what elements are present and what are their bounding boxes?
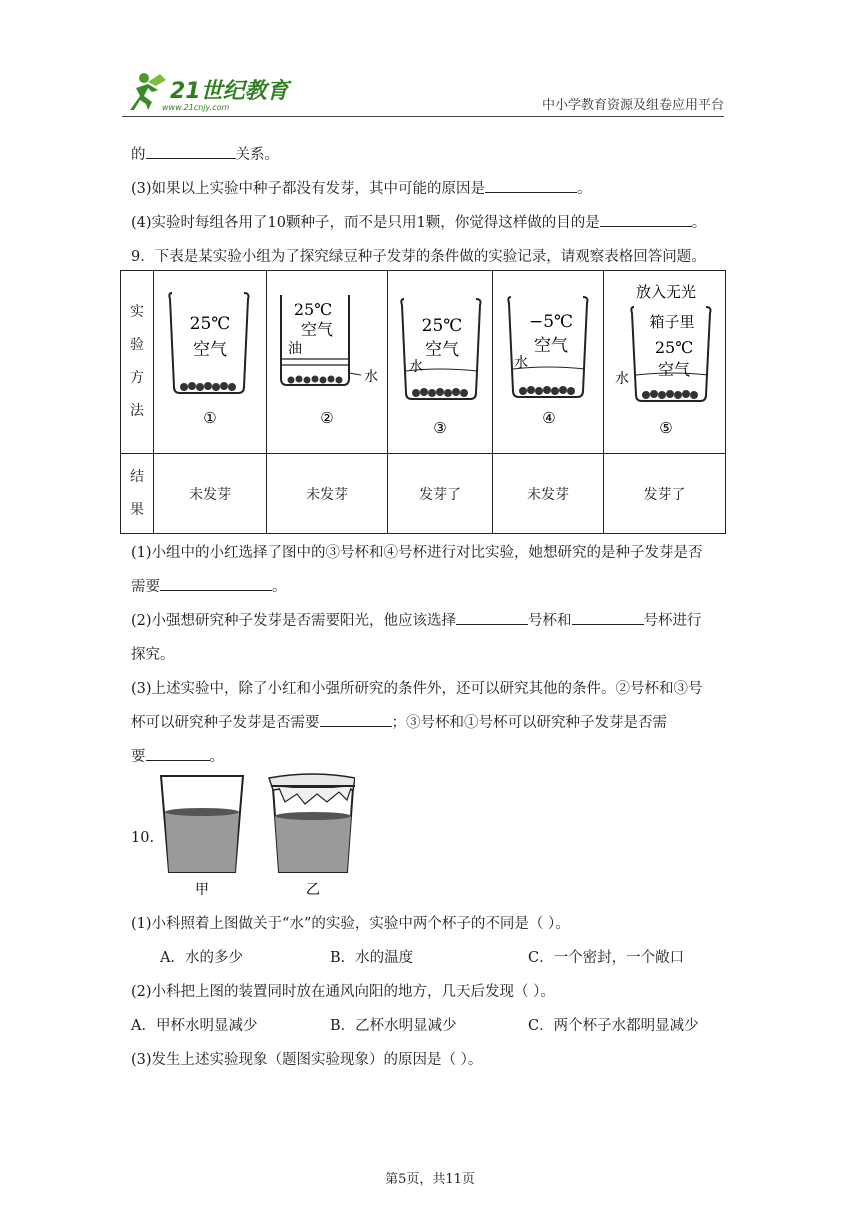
question-10-number: 10. — [131, 830, 155, 846]
svg-text:空气: 空气 — [193, 340, 227, 360]
result-header: 结 果 — [121, 454, 154, 534]
logo-text: 21世纪教育 — [170, 79, 289, 104]
cup-yi — [269, 774, 355, 872]
runner-icon — [130, 73, 166, 110]
svg-text:箱子里: 箱子里 — [649, 313, 695, 331]
text-line-2: (3)如果以上实验中种子都没有发芽，其中可能的原因是 。 — [131, 177, 592, 198]
text-line-1: 的 关系。 — [131, 143, 279, 164]
cup-1-result: 未发芽 — [154, 454, 267, 534]
svg-text:−5℃: −5℃ — [528, 312, 574, 332]
text-line-3: (4)实验时每组各用了10颗种子，而不是只用1颗，你觉得这样做的目的是 。 — [131, 211, 706, 232]
svg-text:25℃: 25℃ — [421, 316, 463, 336]
q10-sub-2-option-a: A．甲杯水明显减少 — [131, 1018, 258, 1034]
cup-5-result: 发芽了 — [604, 454, 726, 534]
cup-1-diagram — [154, 271, 267, 454]
q9-sub-3-line-1: (3)上述实验中，除了小红和小强所研究的条件外，还可以研究其他的条件。②号杯和③号 — [131, 681, 703, 697]
svg-text:油: 油 — [288, 341, 302, 357]
question-9-stem: 9．下表是某实验小组为了探究绿豆种子发芽的条件做的实验记录，请观察表格回答问题。 — [131, 249, 706, 265]
cup-jia-label: 甲 — [195, 882, 209, 898]
cup-2-number: ② — [320, 409, 334, 427]
logo-url: www.21cnjy.com — [162, 103, 230, 112]
q10-sub-1-option-b: B．水的温度 — [330, 950, 414, 966]
cup-4-diagram — [493, 271, 604, 454]
svg-text:25℃: 25℃ — [189, 314, 231, 334]
q10-sub-3: (3)发生上述实验现象（题图实验现象）的原因是（ ）。 — [131, 1052, 483, 1068]
page-number: 第5页，共11页 — [385, 1172, 475, 1187]
q9-sub-3-line-3: 要 。 — [131, 745, 224, 766]
cup-2-diagram — [267, 271, 388, 454]
q10-sub-1-option-a: A．水的多少 — [160, 950, 243, 966]
q10-sub-1-option-c: C．一个密封，一个敞口 — [528, 950, 685, 966]
q10-sub-2-option-c: C．两个杯子水都明显减少 — [528, 1018, 699, 1034]
svg-text:空气: 空气 — [657, 360, 691, 379]
q9-sub-3-line-2: 杯可以研究种子发芽是否需要 ；③号杯和①号杯可以研究种子发芽是否需 — [131, 711, 667, 732]
svg-text:水: 水 — [514, 355, 528, 371]
cup-5-diagram — [604, 271, 726, 454]
experiment-table — [120, 270, 726, 534]
svg-text:水: 水 — [409, 359, 423, 375]
q9-sub-1-line-2: 需要 。 — [131, 575, 287, 596]
svg-text:空气: 空气 — [534, 336, 568, 356]
cup-4-number: ④ — [542, 409, 556, 427]
q9-sub-2-line-2: 探究。 — [131, 647, 175, 663]
svg-text:放入无光: 放入无光 — [635, 283, 697, 301]
cup-3-result: 发芽了 — [388, 454, 493, 534]
cup-yi-label: 乙 — [306, 882, 320, 898]
q9-sub-1-line-1: (1)小组中的小红选择了图中的③号杯和④号杯进行对比实验，她想研究的是种子发芽是否 — [131, 545, 703, 561]
q10-sub-1: (1)小科照着上图做关于“水”的实验，实验中两个杯子的不同是（ ）。 — [131, 916, 570, 932]
q10-cups-figure — [155, 768, 355, 900]
header-divider — [122, 116, 724, 117]
cup-5-number: ⑤ — [659, 419, 673, 437]
svg-text:水: 水 — [615, 371, 629, 387]
cup-jia — [161, 776, 243, 872]
q9-sub-2-line-1: (2)小强想研究种子发芽是否需要阳光，他应该选择 号杯和 号杯进行 — [131, 609, 702, 630]
cup-3-number: ③ — [433, 419, 447, 437]
q10-sub-2-option-b: B．乙杯水明显减少 — [330, 1018, 457, 1034]
method-header: 实 验 方 法 — [121, 271, 154, 454]
svg-text:25℃: 25℃ — [654, 338, 694, 357]
cup-1-number: ① — [203, 409, 217, 427]
q10-sub-2: (2)小科把上图的装置同时放在通风向阳的地方，几天后发现（ ）。 — [131, 984, 555, 1000]
cup-2-result: 未发芽 — [267, 454, 388, 534]
platform-name: 中小学教育资源及组卷应用平台 — [541, 98, 724, 113]
svg-text:水: 水 — [364, 369, 378, 385]
cup-3-diagram — [388, 271, 493, 454]
svg-text:空气: 空气 — [300, 320, 334, 339]
svg-text:空气: 空气 — [425, 340, 459, 360]
site-logo — [122, 70, 292, 116]
svg-text:25℃: 25℃ — [293, 300, 333, 319]
cup-4-result: 未发芽 — [493, 454, 604, 534]
